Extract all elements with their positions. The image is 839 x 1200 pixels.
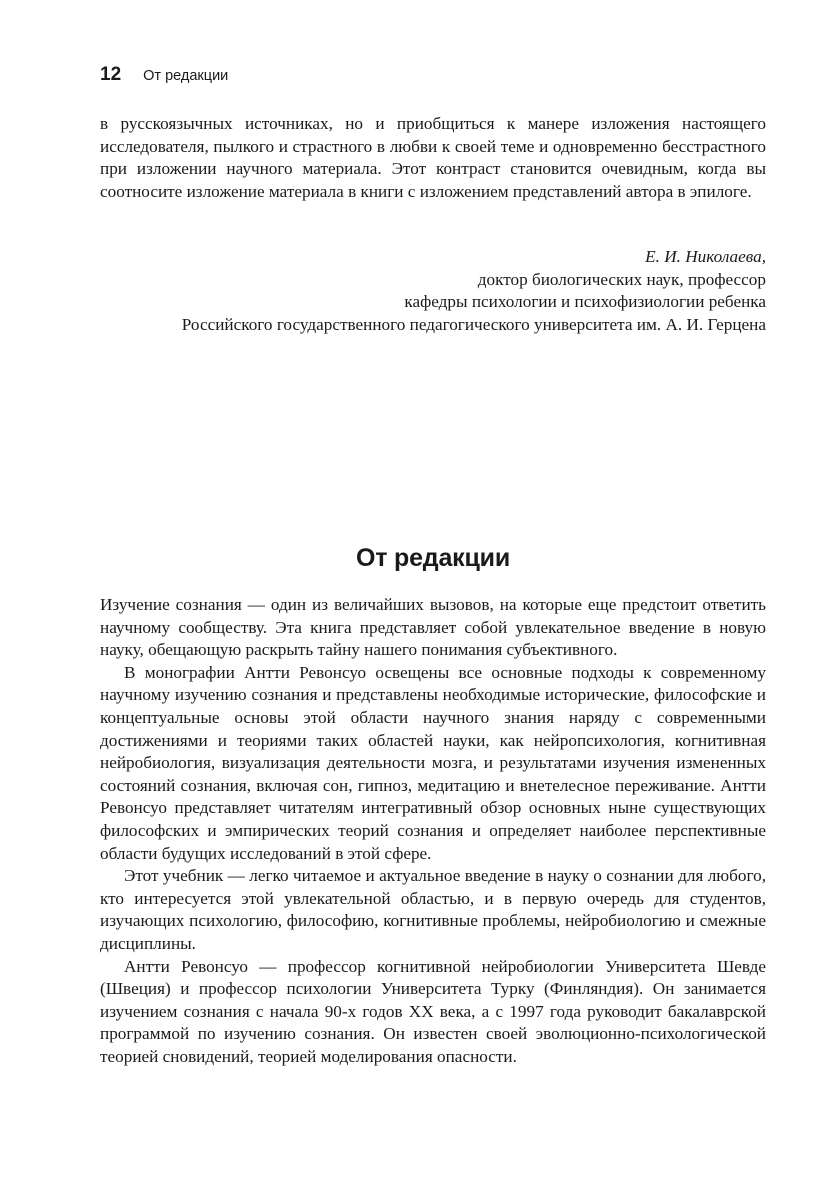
signature-degree: доктор биологических наук, профессор <box>477 269 766 289</box>
preface-ending <box>100 113 766 203</box>
section-paragraph-4: Антти Ревонсуо — профессор когнитивной нейробиологии Университета Шевде (Швеция) и профессор психологии Университета Турку (Финляндия). Он занимается изучением сознания с начала 90-х годов XX века, а с 1997 года руководит бакалаврской программой по изучению сознания. Он известен своей эволюционно-психологической теорией сновидений, теорией моделирования опасности. <box>100 956 766 1066</box>
section-paragraph-3: Этот учебник — легко читаемое и актуальное введение в науку о сознании для любого, кто интересуется этой увлекательной областью, и в первую очередь для студентов, изучающих психологию, философию, когнитивные проблемы, нейробиологию и смежные дисциплины. <box>100 866 766 953</box>
page-number: 12 <box>100 64 122 85</box>
author-signature <box>100 246 766 336</box>
preface-ending-paragraph: в русскоязычных источниках, но и приобщиться к манере изложения настоящего исследователя, пылкого и страстного в любви к своей теме и одновременно бесстрастного при изложении научного материала. Этот контраст становится очевидным, когда вы соотносите изложение материала в книги с изложением представлений автора в эпилоге. <box>100 114 766 201</box>
running-header <box>100 64 228 86</box>
signature-department: кафедры психологии и психофизиологии ребенка <box>404 292 766 312</box>
signature-university: Российского государственного педагогического университета им. А. И. Герцена <box>181 314 766 334</box>
running-title: От редакции <box>143 68 229 84</box>
section-body <box>100 594 766 1068</box>
section-title: От редакции <box>355 544 510 572</box>
signature-name: Е. И. Николаева, <box>645 247 766 266</box>
section-paragraph-2: В монографии Антти Ревонсуо освещены все основные подходы к современному научному изучению сознания и представлены необходимые исторические, философские и концептуальные основы этой области научного знания наряду с современными достижениями и теориями таких областей науки, как нейропсихология, когнитивная нейробиология, визуализация деятельности мозга, и результатами изучения измененных состояний сознания, включая сон, гипноз, медитацию и внетелесное переживание. Антти Ревонсуо представляет читателям интегративный обзор основных ныне существующих философских и эмпирических теорий сознания и определяет наиболее перспективные области будущих исследований в этой сфере. <box>100 662 766 863</box>
section-paragraph-1: Изучение сознания — один из величайших вызовов, на которые еще предстоит ответить научному сообществу. Эта книга представляет собой увлекательное введение в новую науку, обещающую раскрыть тайну нашего понимания субъективного. <box>100 595 766 660</box>
